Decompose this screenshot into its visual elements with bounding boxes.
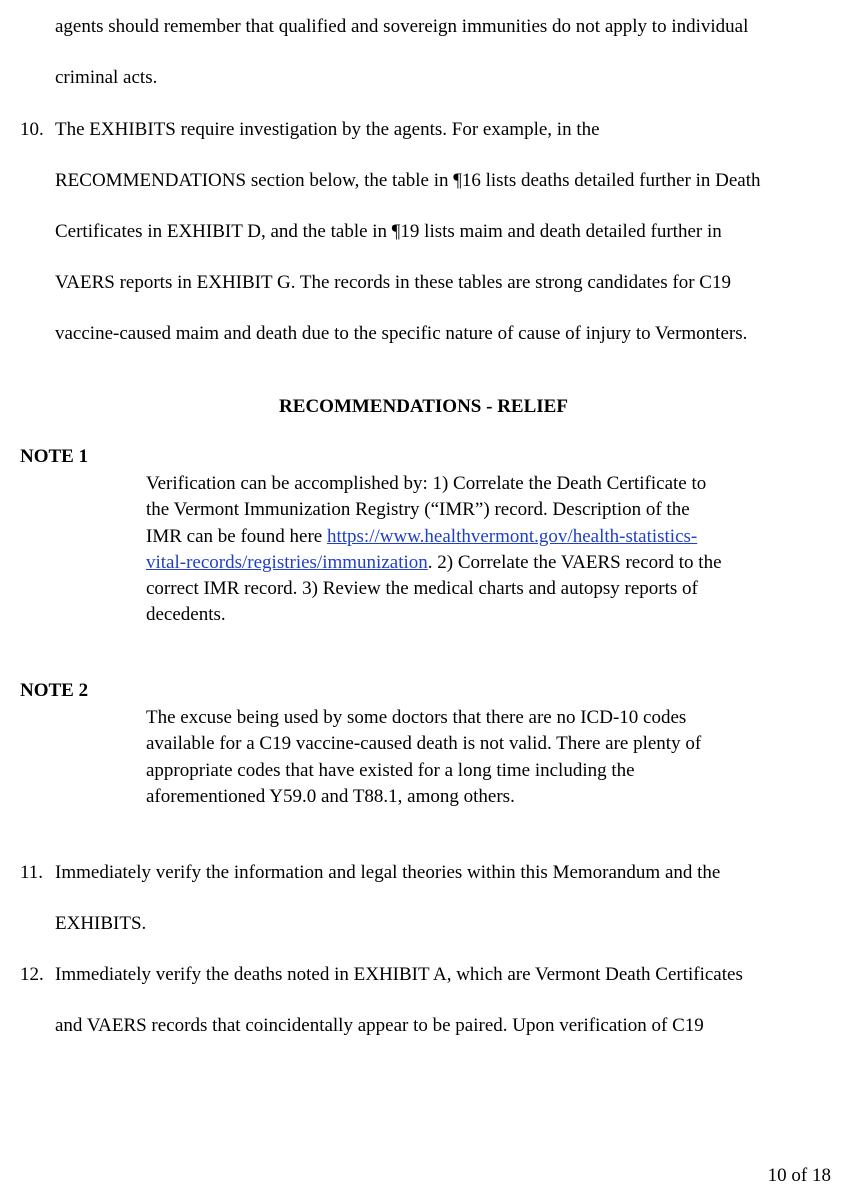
text-line: agents should remember that qualified and sovereign immunities do not apply to individual xyxy=(55,16,749,37)
text-line: and VAERS records that coincidentally appear to be paired. Upon verification of C19 xyxy=(55,1015,704,1036)
note-2-body xyxy=(146,705,726,810)
note-1-text-after: . 2) Correlate the VAERS record to the correct IMR record. 3) Review the medical charts and autopsy reports of decedents. xyxy=(146,551,722,626)
text-line: Immediately verify the deaths noted in EXHIBIT A, which are Vermont Death Certificates xyxy=(55,964,743,985)
registry-link[interactable]: https://www.healthvermont.gov/health-statistics-vital-records/registries/immunization xyxy=(146,525,698,573)
section-heading: RECOMMENDATIONS - RELIEF xyxy=(279,396,568,417)
note-2-label: NOTE 2 xyxy=(20,680,89,701)
text-line: The EXHIBITS require investigation by the agents. For example, in the xyxy=(55,119,600,140)
text-line: vaccine-caused maim and death due to the specific nature of cause of injury to Vermonters. xyxy=(55,323,748,344)
text-line: criminal acts. xyxy=(55,67,158,88)
note-1-text: Verification can be accomplished by: 1) Correlate the Death Certificate to the Vermont Immunization Registry (“IMR”) record. Description of the IMR can be found here xyxy=(146,473,707,547)
page-number: 10 of 18 xyxy=(767,1165,831,1186)
note-2-text: The excuse being used by some doctors that there are no ICD-10 codes available for a C19 vaccine-caused death is not valid. There are plenty of appropriate codes that have existed for a long time including the aforementioned Y59.0 and T88.1, among others. xyxy=(146,707,702,807)
text-line: Immediately verify the information and legal theories within this Memorandum and the xyxy=(55,862,721,883)
text-line: EXHIBITS. xyxy=(55,913,147,934)
paragraph-number: 11. xyxy=(20,862,44,883)
note-1-body xyxy=(146,471,726,629)
text-line: RECOMMENDATIONS section below, the table in ¶16 lists deaths detailed further in Death xyxy=(55,170,761,191)
note-1-label: NOTE 1 xyxy=(20,446,89,467)
text-line: Certificates in EXHIBIT D, and the table in ¶19 lists maim and death detailed further in xyxy=(55,221,722,242)
paragraph-number: 10. xyxy=(20,119,44,140)
text-line: VAERS reports in EXHIBIT G. The records in these tables are strong candidates for C19 xyxy=(55,272,731,293)
paragraph-number: 12. xyxy=(20,964,44,985)
